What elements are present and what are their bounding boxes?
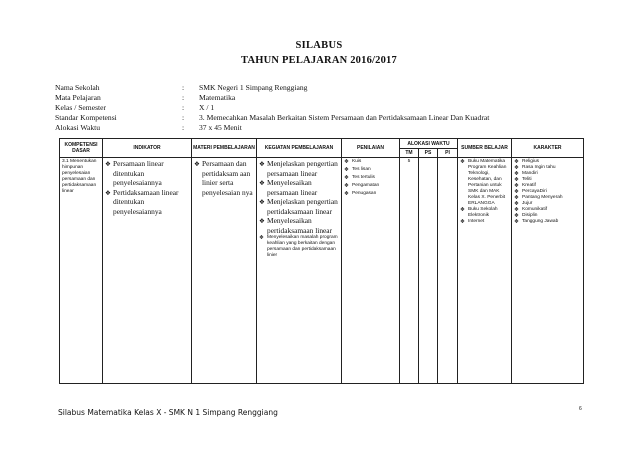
- list-item: ❖ Menjelaskan pengertian pertidaksamaan linear: [259, 197, 339, 216]
- list-item: ❖ PercayaDiri: [514, 189, 581, 195]
- header-karakter: KARAKTER: [512, 139, 584, 158]
- list-item: ❖ Kreatif: [514, 183, 581, 189]
- header-kompetensi: KOMPETENSI DASAR: [60, 139, 103, 158]
- list-item: ❖ Persamaan linear ditentukan penyelesaiannya: [105, 159, 189, 188]
- list-item: ❖ Teliti: [514, 177, 581, 183]
- info-value: Matematika: [199, 93, 236, 102]
- cell-karakter: [512, 158, 584, 384]
- header-ps: PS: [419, 149, 438, 158]
- list-item: ❖ Buku Sekolah Elektronik: [460, 207, 509, 219]
- cell-ps: [419, 158, 438, 384]
- list-item: ❖ Pertidaksamaan linear ditentukan penyelesaiannya: [105, 188, 189, 217]
- table-row: [60, 158, 584, 384]
- info-colon: :: [182, 103, 185, 112]
- list-item: ❖ Jujur: [514, 201, 581, 207]
- list-item: ❖ Mandiri: [514, 171, 581, 177]
- list-item: ❖ Pantang Menyerah: [514, 195, 581, 201]
- list-item: ❖ Tes lisan: [344, 167, 397, 173]
- header-indikator: INDIKATOR: [103, 139, 192, 158]
- info-label: Alokasi Waktu: [55, 123, 101, 132]
- header-kegiatan: KEGIATAN PEMBELAJARAN: [257, 139, 342, 158]
- cell-penilaian: [342, 158, 400, 384]
- list-item: ❖ Kuis: [344, 159, 397, 165]
- info-label: Mata Pelajaran: [55, 93, 101, 102]
- document-subtitle: TAHUN PELAJARAN 2016/2017: [241, 55, 397, 66]
- page-number: 6: [579, 406, 582, 412]
- list-item: ❖ Menyelesaikan masalah program keahlian yang berkaitan dengan persamaan dan pertidaksamaan linier: [259, 235, 339, 259]
- cell-tm: 5: [400, 158, 419, 384]
- list-item: ❖ Persamaan dan pertidaksam aan linier serta penyelesaian nya: [194, 159, 254, 197]
- info-label: Nama Sekolah: [55, 83, 100, 92]
- page-footer: Silabus Matematika Kelas X - SMK N 1 Simpang Renggiang: [58, 408, 278, 417]
- cell-pi: [438, 158, 458, 384]
- list-item: ❖ Rasa Ingin tahu: [514, 165, 581, 171]
- info-row-subject: [55, 93, 489, 103]
- info-colon: :: [182, 93, 185, 102]
- info-row-school: [55, 83, 489, 93]
- document-title: SILABUS: [295, 40, 343, 51]
- list-item: ❖ Menjelaskan pengertian persamaan linear: [259, 159, 339, 178]
- list-item: ❖ Tanggung Jawab: [514, 219, 581, 225]
- header-sumber: SUMBER BELAJAR: [458, 139, 512, 158]
- info-value: SMK Negeri 1 Simpang Renggiang: [199, 83, 308, 92]
- cell-kompetensi: 3.1 Menentukan himpunan penyelesaian persamaan dan pertidaksamaan linear: [60, 158, 103, 384]
- list-item: ❖ Pengamatan: [344, 183, 397, 189]
- info-colon: :: [182, 123, 185, 132]
- list-item: ❖ Internet: [460, 219, 509, 225]
- cell-kegiatan: [257, 158, 342, 384]
- list-item: ❖ Religius: [514, 159, 581, 165]
- list-item: ❖ Penugasan: [344, 191, 397, 197]
- info-colon: :: [182, 83, 185, 92]
- info-label: Kelas / Semester: [55, 103, 107, 112]
- header-tm: TM: [400, 149, 419, 158]
- info-value: X / 1: [199, 103, 215, 112]
- info-value: 37 x 45 Menit: [199, 123, 242, 132]
- header-pi: PI: [438, 149, 458, 158]
- info-row-competency: [55, 113, 489, 123]
- info-row-time: [55, 123, 489, 133]
- list-item: ❖ Tes tertulis: [344, 175, 397, 181]
- cell-materi: [192, 158, 257, 384]
- list-item: ❖ Disiplin: [514, 213, 581, 219]
- info-row-class: [55, 103, 489, 113]
- header-materi: MATERI PEMBELAJARAN: [192, 139, 257, 158]
- list-item: ❖ Buku Matematika Program Keahlian Teknologi, Kesehatan, dan Pertanian untuk SMK dan MAK Kelas X. Penerbit ERLANGGA: [460, 159, 509, 207]
- header-penilaian: PENILAIAN: [342, 139, 400, 158]
- list-item: ❖ Komunikatif: [514, 207, 581, 213]
- info-label: Standar Kompetensi: [55, 113, 117, 122]
- list-item: ❖ Menyelesaikan pertidaksamaan linear: [259, 216, 339, 235]
- info-value: 3. Memecahkan Masalah Berkaitan Sistem Persamaan dan Pertidaksamaan Linear Dan Kuadrat: [199, 113, 490, 122]
- cell-indikator: [103, 158, 192, 384]
- cell-sumber: [458, 158, 512, 384]
- info-block: [55, 83, 489, 133]
- syllabus-table: [59, 138, 584, 384]
- header-alokasi: ALOKASI WAKTU: [400, 139, 458, 149]
- info-colon: :: [182, 113, 185, 122]
- list-item: ❖ Menyelesaikan persamaan linear: [259, 178, 339, 197]
